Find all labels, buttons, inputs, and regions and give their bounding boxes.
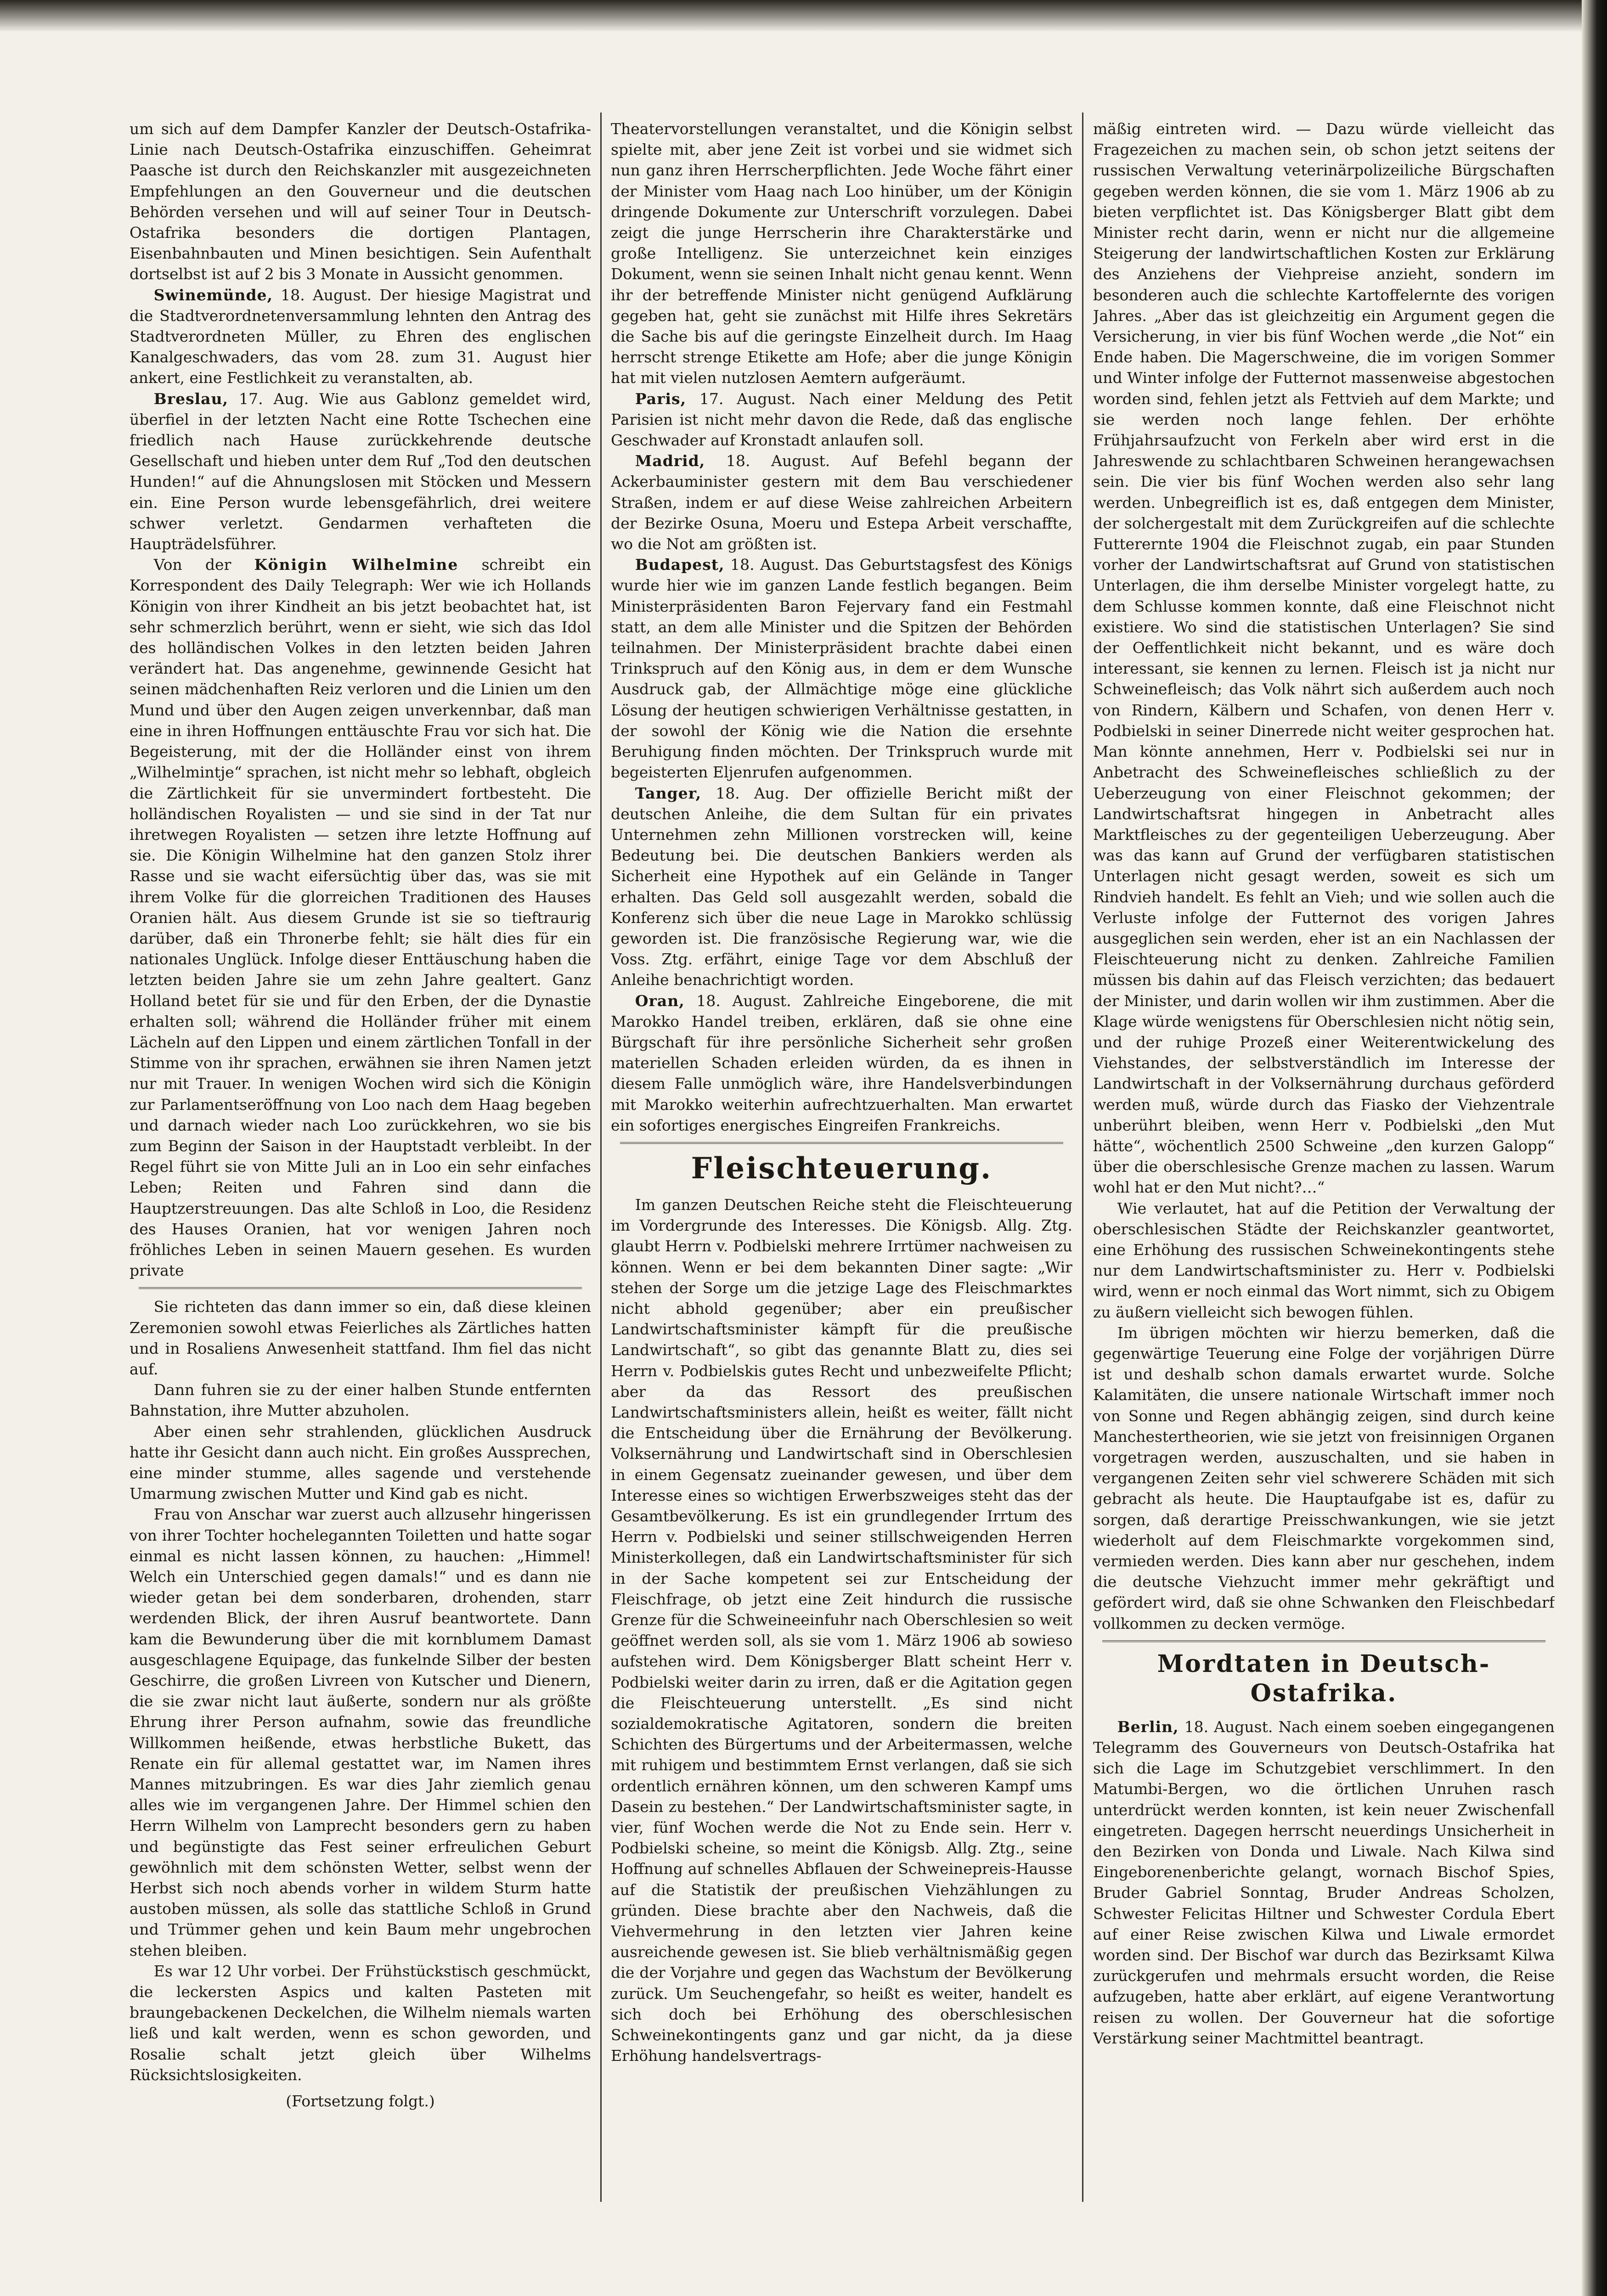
paragraph-text: schreibt ein Korrespondent des Daily Telegraph: Wer wie ich Hollands Königin von ihrer Kindheit an bis jetzt beobachtet hat, ist sehr schmerzlich berührt, wenn er sieht, wie sich das Idol des holländischen Volkes in den letzten beiden Jahren verändert hat. Das angenehme, gewinnende Gesicht hat seinen mädchenhaften Reiz verloren und die Linien um den Mund und über den Augen zeigen unverkennbar, daß man eine in ihren Hoffnungen enttäuschte Frau vor sich hat. Die Begeisterung, mit der die Holländer einst von ihrem „Wilhelmintje“ sprachen, ist nicht mehr so lebhaft, obgleich die Zärtlichkeit für sie unvermindert fortbesteht. Die holländischen Royalisten — und sie sind in der Tat nur ihretwegen Royalisten — setzen ihre letzte Hoffnung auf sie. Die Königin Wilhelmine hat den ganzen Stolz ihrer Rasse und sie wacht eifersüchtig über das, was sie mit ihrem Volke für die glorreichen Traditionen des Hauses Oranien hält. Aus diesem Grunde ist sie so tieftraurig darüber, daß ein Thronerbe fehlt; sie hält dies für ein nationales Unglück. Infolge dieser Enttäuschung haben die letzten beiden Jahre sie um zehn Jahre gealtert. Ganz Holland betet für sie und für den Erben, der die Dynastie erhalten soll; während die Holländer früher mit einem Lächeln auf den Lippen und einem zärtlichen Tonfall in der Stimme von ihr sprachen, erwähnen sie ihren Namen jetzt nur mit Trauer. In wenigen Wochen wird sich die Königin zur Parlamentseröffnung von Loo nach dem Haag begeben und darnach wieder nach Loo zurückkehren, wo sie bis zum Beginn der Saison in der Hauptstadt verbleibt. In der Regel führt sie von Mitte Juli an in Loo ein sehr einfaches Leben; Reiten und Fahren sind dann die Hauptzerstreuungen. Das alte Schloß in Loo, die Residenz des Hauses Oranien, hat vor wenigen Jahren noch fröhliches Leben in seinen Mauern gesehen. Es wurden private bbox=[130, 556, 591, 1280]
dateline-date: 18. Aug. bbox=[716, 784, 789, 802]
paragraph-fleisch-cont: mäßig eintreten wird. — Dazu würde vielleicht das Fragezeichen zu machen sein, ob schon jetzt seitens der russischen Verwaltung veterinärpolizeiliche Bürgschaften gegeben werden können, die sie vom 1. März 1906 ab zu bieten verpflichtet ist. Das Königsberger Blatt gibt dem Minister recht darin, wenn er nicht nur die allgemeine Steigerung der landwirtschaftlichen Kosten zur Erklärung des Anziehens der Viehpreise anzieht, sondern im besonderen auch die schlechte Kartoffelernte des vorigen Jahres. „Aber das ist gleichzeitig ein Argument gegen die Versicherung, in vier bis fünf Wochen werde „die Not“ ein Ende haben. Die Magerschweine, die im vorigen Sommer und Winter infolge der Futternot massenweise abgestochen worden sind, fehlen jetzt als Fettvieh auf dem Markte; und sie werden noch lange fehlen. Der erhöhte Frühjahrsaufzucht von Ferkeln aber wird erst in die Jahreswende zu schlachtbaren Schweinen herangewachsen sein. Die vier bis fünf Wochen werden also sehr lang werden. Unbegreiflich ist es, daß entgegen dem Minister, der solchergestalt mit dem Zurückgreifen auf die schlechte Futterernte 1904 die Fleischnot zugab, ein paar Stunden vorher der Landwirtschaftsrat auf Grund von statistischen Unterlagen, die ihm derselbe Minister vorgelegt hatte, zu dem Schlusse kommen konnte, daß eine Fleischnot nicht existiere. Wo sind die statistischen Unterlagen? Sie sind der Oeffentlichkeit nicht bekannt, und es wäre doch interessant, sie kennen zu lernen. Fleisch ist ja nicht nur Schweinefleisch; das Volk nährt sich außerdem auch noch von Rindern, Kälbern und Schafen, von denen Herr v. Podbielski in seiner Dinerrede nicht weiter gesprochen hat. Man könnte annehmen, Herr v. Podbielski sei nur in Anbetracht des Schweinefleisches schließlich zu der Ueberzeugung von einer Fleischnot gekommen; der Landwirtschaftsrat hingegen in Anbetracht alles Marktfleisches zu der gegenteiligen Ueberzeugung. Aber was das kann auf Grund der verfügbaren statistischen Unterlagen nicht gesagt werden, soweit es sich um Rindvieh handelt. Es fehlt an Vieh; und wie sollen auch die Verluste infolge der Futternot des vorigen Jahres ausgeglichen sein werden, eher ist an ein Nachlassen der Fleischteuerung nicht zu denken. Zahlreiche Familien müssen bis dahin auf das Fleisch verzichten; das bedauert der Minister, und darin wollen wir ihm zustimmen. Aber die Klage würde wenigstens für Oberschlesien nicht nötig sein, und der ruhige Prozeß einer Weiterentwickelung des Viehstandes, der selbstverständlich im Interesse der Landwirtschaft in der Volksernährung durchaus geförderd werden muß, würde durch das Fiasko der Viehzentrale unberührt bleiben, wenn Herr v. Podbielski „den Mut hätte“, wöchentlich 2500 Schweine „den kurzen Galopp“ über die oberschlesische Grenze machen zu lassen. Warum wohl hat er den Mut nicht?…“ bbox=[1093, 120, 1555, 1197]
paragraph-theater: Theatervorstellungen veranstaltet, und die Königin selbst spielte mit, aber jene Zeit ist vorbei und sie widmet sich nun ganz ihren Herrscherpflichten. Jede Woche fährt einer der Minister vom Haag nach Loo hinüber, um der Königin dringende Dokumente zur Unterschrift vorzulegen. Dabei zeigt die junge Herrscherin ihre Charakterstärke und große Intelligenz. Sie unterzeichnet kein einziges Dokument, wenn sie seinen Inhalt nicht genau kennt. Wenn ihr der betreffende Minister nicht genügend Aufklärung gegeben hat, geht sie zunächst mit Hilfe ihres Sekretärs die Sache bis auf die geringste Einzelheit durch. Im Haag herrscht strenge Etikette am Hofe; aber die junge Königin hat mit vielen nutzlosen Aemtern aufgeräumt. bbox=[611, 120, 1072, 387]
paragraph-novel-3: Aber einen sehr strahlenden, glücklichen Ausdruck hatte ihr Gesicht dann auch nicht. Ein großes Aussprechen, eine minder stumme, alles sagende und verstehende Umarmung zwischen Mutter und Kind gab es nicht. bbox=[130, 1422, 591, 1503]
column-2 bbox=[611, 118, 1072, 2249]
paragraph-novel-1: Sie richteten das dann immer so ein, daß diese kleinen Zeremonien sowohl etwas Feierliches als Zärtliches hatten und in Rosaliens Anwesenheit stattfand. Ihm fiel das nicht auf. bbox=[130, 1298, 591, 1378]
headline-fleischteuerung: Fleischteuerung. bbox=[691, 1151, 992, 1186]
paragraph-teuerung: Im übrigen möchten wir hierzu bemerken, daß die gegenwärtige Teuerung eine Folge der vorjährigen Dürre ist und deshalb schon damals erwartet wurde. Solche Kalamitäten, die unsere nationale Wirtschaft immer noch von Sonne und Regen abhängig zeigen, sind durch keine Manchestertheorien, wie sie jetzt von freisinnigen Organen vorgetragen werden, auszuschalten, und sie haben in vergangenen Zeiten sehr viel schwerere Schäden mit sich gebracht als heute. Die Hauptaufgabe ist es, dafür zu sorgen, daß derartige Preisschwankungen, wie sie jetzt wiederholt auf dem Fleischmarkte vorgekommen sind, vermieden werden. Dies kann aber nur geschehen, indem die deutsche Viehzucht immer mehr gekräftigt und gefördert wird, daß sie ohne Schwanken den Fleischbedarf vollkommen zu decken vermöge. bbox=[1093, 1323, 1555, 1632]
column-3 bbox=[1093, 118, 1555, 2249]
feuilleton-divider bbox=[139, 1287, 582, 1289]
paragraph-petition: Wie verlautet, hat auf die Petition der Verwaltung der oberschlesischen Städte der Reichskanzler geantwortet, eine Erhöhung des russischen Schweinekontingents stehe nur dem Landwirtschaftsminister zu. Herr v. Podbielski wird, wenn er noch einmal das Wort nimmt, sich zu Obigem zu äußern vielleicht sich bewogen fühlen. bbox=[1093, 1199, 1555, 1321]
paragraph-text: Auf Befehl begann der Ackerbauminister gestern mit dem Bau verschiedener Straßen, indem er auf diese Weise zahlreichen Arbeitern der Bezirke Osuna, Moeru und Estepa Arbeit verschaffte, wo die Not am größten ist. bbox=[611, 452, 1072, 553]
paragraph-novel-5: Es war 12 Uhr vorbei. Der Frühstückstisch geschmückt, die leckersten Aspics und kalten Pasteten mit braungebackenen Deckelchen, die Wilhelm niemals warten ließ und kalt werden, wenn es schon geworden, und Rosalie schalt jetzt gleich über Wilhelms Rücksichtslosigkeiten. bbox=[130, 1962, 591, 2084]
column-divider-2 bbox=[1082, 113, 1083, 2202]
paragraph-text: Nach einer Meldung des Petit Parisien ist nicht mehr davon die Rede, daß das englische Geschwader auf Kronstadt anlaufen soll. bbox=[611, 389, 1072, 450]
dateline-place: Swinemünde, bbox=[153, 286, 273, 304]
paragraph-text: Zahlreiche Eingeborene, die mit Marokko Handel treiben, erklären, daß sie ohne eine Bürgschaft für ihre persönliche Sicherheit sehr großen materiellen Schaden erleiden würden, da es ihnen in diesem Falle unmöglich wäre, ihre Handelsverbindungen mit Marokko weiterhin aufrechtzuerhalten. Man erwartet ein sofortiges energisches Eingreifen Frankreichs. bbox=[611, 991, 1072, 1134]
dateline-date: 18. August. bbox=[730, 556, 819, 574]
paragraph-swinemuende bbox=[130, 285, 591, 388]
paragraph-paasche: um sich auf dem Dampfer Kanzler der Deutsch-Ostafrika-Linie nach Deutsch-Ostafrika einzuschiffen. Geheimrat Paasche ist durch den Reichskanzler mit ausgezeichneten Empfehlungen an den Gouverneur und die deutschen Behörden versehen und will auf seiner Tour in Deutsch-Ostafrika besonders die dortigen Plantagen, Eisenbahnbauten und Minen besichtigen. Sein Aufenthalt dortselbst ist auf 2 bis 3 Monate in Aussicht genommen. bbox=[130, 120, 591, 283]
section-divider bbox=[1102, 1640, 1545, 1642]
paragraph-text: Wie aus Gablonz gemeldet wird, überfiel in der letzten Nacht eine Rotte Tschechen eine friedlich nach Hause zurückkehrende deutsche Gesellschaft und hieben unter dem Ruf „Tod den deutschen Hunden!“ auf die Ahnungslosen mit Stöcken und Messern ein. Eine Person wurde lebensgefährlich, drei weitere schwer verletzt. Gendarmen verhafteten die Haupträdelsführer. bbox=[130, 389, 591, 553]
paragraph-lead: Von der bbox=[153, 556, 231, 574]
dateline-place: Oran, bbox=[635, 991, 685, 1010]
column-divider-1 bbox=[600, 113, 602, 2202]
dateline-place: Berlin, bbox=[1117, 1717, 1179, 1736]
dateline-place: Breslau, bbox=[153, 389, 229, 408]
paragraph-budapest bbox=[611, 554, 1072, 782]
paragraph-wilhelmine bbox=[130, 554, 591, 1281]
dateline-date: 17. Aug. bbox=[239, 389, 309, 408]
paragraph-novel-2: Dann fuhren sie zu der einer halben Stunde entfernten Bahnstation, ihre Mutter abzuholen. bbox=[130, 1381, 591, 1420]
dateline-place: Madrid, bbox=[635, 452, 705, 470]
paragraph-oran bbox=[611, 990, 1072, 1136]
paragraph-text: Das Geburtstagsfest des Königs wurde hier wie im ganzen Lande festlich begangen. Beim Ministerpräsidenten Baron Fejervary fand ein Festmahl statt, an dem alle Minister und die Spitzen der Behörden teilnahmen. Der Ministerpräsident brachte dabei einen Trinkspruch auf den König aus, in dem er dem Wunsche Ausdruck gab, der Allmächtige möge eine glückliche Lösung der heutigen schwierigen Verhältnisse gestatten, in der sowohl der König wie die Nation die ersehnte Beruhigung finden möchten. Der Trinkspruch wurde mit begeisterten Eljenrufen aufgenommen. bbox=[611, 556, 1072, 782]
paragraph-breslau bbox=[130, 388, 591, 555]
dateline-date: 18. August. bbox=[726, 452, 830, 470]
dateline-date: 18. August. bbox=[281, 286, 372, 304]
paragraph-text: Nach einem soeben eingegangenen Telegramm des Gouverneurs von Deutsch-Ostafrika hat sich die Lage im Schutzgebiet verschlimmert. In den Matumbi-Bergen, wo die örtlichen Unruhen rasch unterdrückt werden konnten, ist kein neuer Zwischenfall eingetreten. Dagegen herrscht neuerdings Unsicherheit in den Bezirken von Donda und Liwale. Nach Kilwa sind Eingeborenenberichte gelangt, wornach Bischof Spies, Bruder Gabriel Sonntag, Bruder Andreas Scholzen, Schwester Felicitas Hiltner und Schwester Cordula Ebert auf einer Reise zwischen Kilwa und Liwale ermordet worden sind. Der Bischof war durch das Bezirksamt Kilwa zurückgerufen und mehrmals ersucht worden, die Reise aufzugeben, hatte aber erklärt, auf eigene Verantwortung reisen zu wollen. Der Gouverneur hat die sofortige Verstärkung seiner Machtmittel beantragt. bbox=[1093, 1717, 1555, 2047]
section-divider bbox=[620, 1142, 1063, 1144]
dateline-place: Paris, bbox=[635, 389, 687, 408]
paragraph-berlin bbox=[1093, 1716, 1555, 2048]
column-1 bbox=[130, 118, 591, 2249]
headline-mordtaten: Mordtaten in Deutsch-Ostafrika. bbox=[1157, 1649, 1491, 1707]
paragraph-fleischteuerung: Im ganzen Deutschen Reiche steht die Fleischteuerung im Vordergrunde des Interesses. Die Königsb. Allg. Ztg. glaubt Herrn v. Podbielski mehrere Irrtümer nachweisen zu können. Wenn er bei dem bekannten Diner sagte: „Wir stehen der Sorge um die jetzige Lage des Fleischmarktes nicht abhold gegenüber; aber ein preußischer Landwirtschaftsminister kämpft für die preußische Landwirtschaft“, so gibt das genannte Blatt zu, dies sei Herrn v. Podbielskis gutes Recht und unbezweifelte Pflicht; aber da das Ressort des preußischen Landwirtschaftsministers allein, heißt es weiter, fällt nicht die Entscheidung über die Ernährung der Bevölkerung. Volksernährung und Landwirtschaft sind in Oberschlesien in einem Gegensatz zueinander gewesen, und über dem Interesse eines so wichtigen Erwerbszweiges steht das der Gesamtbevölkerung. Es ist ein grundlegender Irrtum des Herrn v. Podbielski und seiner stillschweigenden Herren Ministerkollegen, daß ein Landwirtschaftsminister für sich in der Sache kompetent sei zur Entscheidung der Fleischfrage, ob jetzt eine Zeit hindurch die russische Grenze für die Schweineeinfuhr nach Oberschlesien so weit geöffnet werden soll, als sie vom 1. März 1906 ab sowieso aufstehen wird. Dem Königsberger Blatt scheint Herr v. Podbielski weiter darin zu irren, daß er die Agitation gegen die Fleischteuerung unterstellt. „Es sind nicht sozialdemokratische Agitatoren, sondern die breiten Schichten des Bürgertums und der Arbeitermassen, welche mit ruhigem und bestimmtem Ernst verlangen, daß sie sich ordentlich ernähren können, um den schweren Kampf ums Dasein zu bestehen.“ Der Landwirtschaftsminister sagte, in vier, fünf Wochen werde die Not zu Ende sein. Herr v. Podbielski scheine, so meint die Königsb. Allg. Ztg., seine Hoffnung auf schnelles Abflauen der Schweinepreis-Hausse auf die Statistik der preußischen Viehzählungen zu gründen. Diese brachte aber den Nachweis, daß die Viehvermehrung in den letzten vier Jahren keine ausreichende gewesen ist. Sie blieb verhältnismäßig gegen die der Vorjahre und gegen das Wachstum der Bevölkerung zurück. Um Seuchengefahr, so heißt es weiter, handelt es sich doch bei Erhöhung des oberschlesischen Schweinekontingents ganz und gar nicht, da ja diese Erhöhung handelsvertrags- bbox=[611, 1195, 1072, 2065]
paragraph-tanger bbox=[611, 783, 1072, 990]
dateline-date: 17. August. bbox=[699, 389, 796, 408]
scan-top-edge bbox=[0, 0, 1607, 32]
scan-right-edge bbox=[1582, 0, 1607, 2296]
dateline-date: 18. August. bbox=[696, 991, 791, 1010]
paragraph-text: Der hiesige Magistrat und die Stadtverordnetenversammlung lehnten den Antrag des Stadtverordneten Müller, zu Ehren des englischen Kanalgeschwaders, das vom 28. zum 31. August hier ankert, eine Festlichkeit zu veranstalten, ab. bbox=[130, 286, 591, 387]
paragraph-text: Der offizielle Bericht mißt der deutschen Anleihe, die dem Sultan für ein privates Unternehmen zehn Millionen vorstrecken will, keine Bedeutung bei. Die deutschen Bankiers werden als Sicherheit eine Hypothek auf ein Gelände in Tanger erhalten. Das Geld soll ausgezahlt werden, sobald die Konferenz sich über die neue Lage in Marokko schlüssig geworden ist. Die französische Regierung war, wie die Voss. Ztg. erfährt, einige Tage vor dem Abschluß der Anleihe benachrichtigt worden. bbox=[611, 784, 1072, 989]
dateline-date: 18. August. bbox=[1184, 1717, 1273, 1736]
paragraph-paris bbox=[611, 388, 1072, 451]
dateline-place: Budapest, bbox=[635, 556, 725, 574]
dateline-place: Tanger, bbox=[635, 784, 702, 802]
subject-name: Königin Wilhelmine bbox=[254, 556, 459, 574]
paragraph-novel-4: Frau von Anschar war zuerst auch allzusehr hingerissen von ihrer Tochter hochelegannten Toiletten und hatte sogar einmal es nicht lassen können, zu hauchen: „Himmel! Welch ein Unterschied gegen damals!“ und es dann nie wieder getan bei dem sonderbaren, drohenden, starr werdenden Blick, der ihren Ausruf beantwortete. Dann kam die Bewunderung über die mit kornblumem Damast ausgeschlagene Equipage, das funkelnde Silber der besten Geschirre, die großen Livreen von Kutscher und Dienern, die sie zwar nicht laut äußerte, sondern nur als größte Ehrung ihrer Person aufnahm, sowie das freundliche Willkommen heißende, etwas herbstliche Bukett, das Renate ein für allemal gestattet war, im Namen ihres Mannes mitzubringen. Es war dies Jahr ziemlich genau alles wie im vergangenen Jahre. Der Himmel schien den Herrn Wilhelm von Lamprecht besonders gern zu haben und begünstigte das Fest seiner erfreulichen Geburt gewöhnlich mit dem schönsten Wetter, selbst wenn der Herbst sich noch abends vorher in wildem Sturm hatte austoben müssen, als solle das stattliche Schloß in Grund und Trümmer gehen und kein Baum mehr ungebrochen stehen bleiben. bbox=[130, 1505, 591, 1959]
paragraph-madrid bbox=[611, 450, 1072, 554]
continued-note: (Fortsetzung folgt.) bbox=[286, 2092, 435, 2110]
